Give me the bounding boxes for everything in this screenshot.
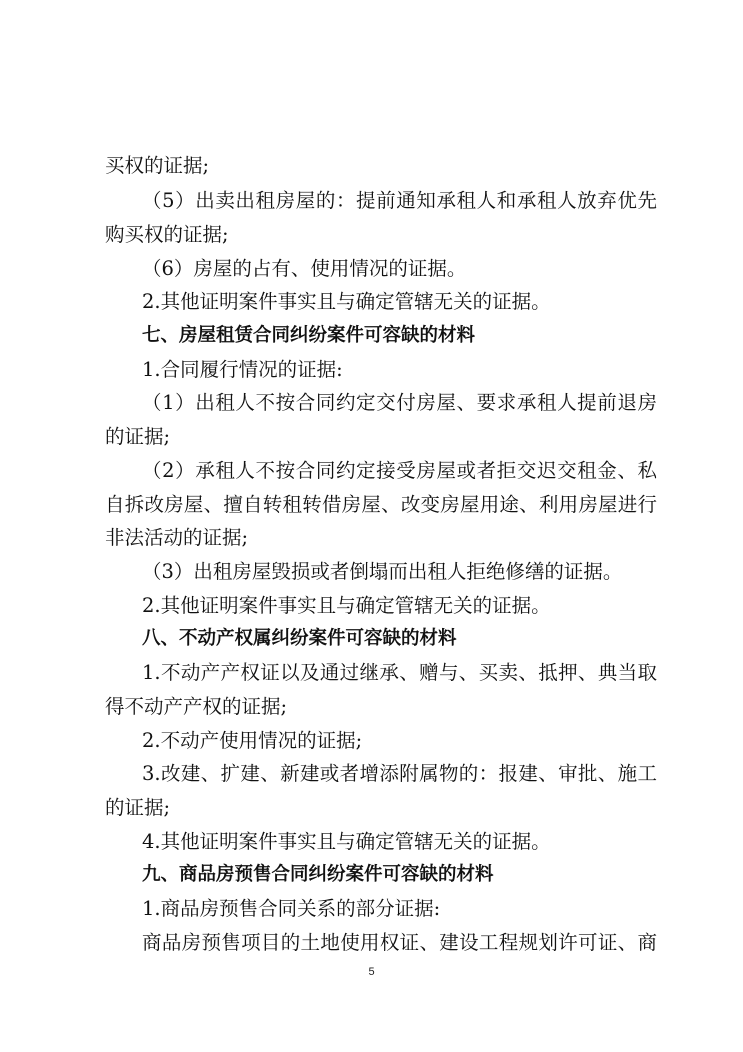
page-number: 5 (368, 966, 375, 978)
text-line: 自拆改房屋、擅自转租转借房屋、改变房屋用途、利用房屋进行 (105, 493, 657, 516)
text-line: （5）出卖出租房屋的：提前通知承租人和承租人放弃优先 (142, 189, 657, 212)
text-line: （3）出租房屋毁损或者倒塌而出租人拒绝修缮的证据。 (142, 560, 623, 583)
text-line: 非法活动的证据; (105, 526, 249, 549)
text-line: （2）承租人不按合同约定接受房屋或者拒交迟交租金、私 (142, 459, 657, 482)
text-line: 得不动产产权的证据; (105, 695, 288, 718)
text-line: 1.商品房预售合同关系的部分证据: (142, 897, 441, 920)
text-line: 4.其他证明案件事实且与确定管辖无关的证据。 (142, 830, 551, 853)
text-line: （6）房屋的占有、使用情况的证据。 (142, 257, 467, 280)
section-heading: 九、商品房预售合同纠纷案件可容缺的材料 (142, 864, 494, 885)
text-line: 1.不动产产权证以及通过继承、赠与、买卖、抵押、典当取 (142, 661, 657, 684)
text-line: 1.合同履行情况的证据: (142, 358, 343, 381)
text-line: 2.其他证明案件事实且与确定管辖无关的证据。 (142, 290, 551, 313)
section-heading: 八、不动产权属纠纷案件可容缺的材料 (142, 628, 457, 649)
text-line: 的证据; (105, 425, 171, 448)
text-line: 3.改建、扩建、新建或者增添附属物的：报建、审批、施工 (142, 762, 657, 785)
text-line: （1）出租人不按合同约定交付房屋、要求承租人提前退房 (142, 391, 657, 414)
text-line: 2.不动产使用情况的证据; (142, 729, 363, 752)
text-line: 2.其他证明案件事实且与确定管辖无关的证据。 (142, 594, 551, 617)
text-line: 商品房预售项目的土地使用权证、建设工程规划许可证、商 (142, 931, 657, 954)
text-line: 购买权的证据; (105, 223, 229, 246)
text-line: 买权的证据; (105, 154, 210, 177)
section-heading: 七、房屋租赁合同纠纷案件可容缺的材料 (142, 325, 476, 346)
text-line: 的证据; (105, 796, 171, 819)
